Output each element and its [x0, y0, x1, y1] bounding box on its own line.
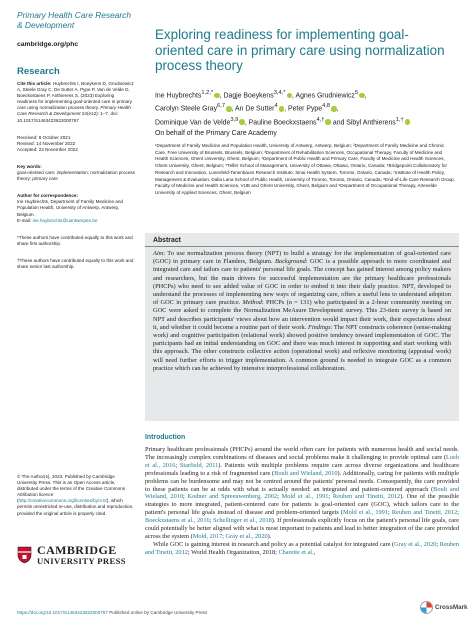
author-sup: 1,† — [395, 116, 404, 123]
keywords-text: goal-oriented care; implementation; normalization process theory; primary care — [17, 170, 135, 182]
footnote-senior-authorship: †These authors have contributed equally to this work and share senior last authorship. — [17, 257, 134, 269]
cite-rest: 24(e12): 1–7. doi: 10.1017/S1463423622000767 — [17, 111, 118, 123]
license-text-post: ), which permits unrestricted re-use, distribution and reproduction, provided the original article is properly cited. — [17, 498, 134, 516]
cite-journal: Primary Health Care Research & Development — [17, 105, 131, 117]
intro-segment: ; — [183, 493, 188, 501]
citation-link[interactable]: Mold, 2017 — [192, 532, 223, 540]
citation-link[interactable]: Gray et al., 2020 — [394, 540, 437, 548]
intro-segment: Primary healthcare professionals (PHCPs) around the world often care for patients with numerous health and social needs. The increasingly complex combinations of diseases and social problems make it challenging to provide optimal care ( — [145, 446, 459, 461]
author-group: On behalf of the Primary Care Academy — [155, 129, 277, 137]
email-link[interactable]: ine.huybrechts@uantwerpen.be — [32, 217, 98, 223]
article-title: Exploring readiness for implementing goal-oriented care in primary care using normalization process theory — [155, 27, 445, 74]
intro-segment: ; — [328, 493, 333, 501]
citation-link[interactable]: Charette et al. — [278, 548, 314, 556]
intro-segment: ; — [209, 517, 214, 525]
citation-link[interactable]: Mold et al., 1991 — [343, 509, 388, 517]
abstract-segment: : GOC is a possible approach to more coordinated and integrated care and tailors care to patients' personal life goals. The concept has gained interest among policy makers and researchers, but the main drivers for successful implementation are the primary healthcare professionals (PHCPs) who need to see added value of GOC in order to embed it into their daily practice. NPT, developed to understand the processes of implementing new ways of organizing care, offers a useful lens to understand adoption of GOC in primary care practice. — [153, 258, 451, 307]
author-sup: 6,7 — [217, 103, 226, 110]
abstract-heading: Abstract — [145, 237, 459, 247]
intro-segment: ; — [222, 532, 226, 540]
orcid-icon[interactable] — [359, 93, 365, 99]
footnote-first-authorship: *These authors have contributed equally to this work and share first authorship. — [17, 234, 133, 246]
abstract-segment: : The NPT constructs coherence (sense-making work) and cognitive participation (relational work) showed positive tendency toward implementation of GOC. The participants had an initial understanding on GOC and there was much interest in supporting and start working with this approach. The other constructs collective action (operational work) and reflexive monitoring (appraisal work) will need further efforts to trigger implementation. A common ground is needed to integrate GOC as a common practice which can be achieved by intensive interprofessional collaboration. — [153, 323, 451, 372]
citation — [17, 81, 135, 124]
orcid-icon[interactable] — [331, 106, 337, 112]
doi-footer — [17, 610, 207, 615]
revised-date: Revised: 14 November 2022 — [17, 140, 76, 146]
email-line — [17, 218, 135, 224]
abstract-text — [153, 250, 451, 373]
abstract-subheading: Findings — [307, 323, 331, 331]
abstract-segment: : PHCPs (n = 131) who participated in a 2-hour community meeting on GOC were asked to complete the Normalization MeAsure Development survey. This 23-item survey is based on NPT and describes participants' views about how an intervention would impact their work, their expectations about it, and whether it could become a routine part of their work. — [153, 299, 451, 331]
author-sup: 4,† — [316, 116, 325, 123]
license-text-pre: © The Author(s), 2023. Published by Cambridge University Press. This is an Open Access article, distributed under the terms of the Creative Commons Attribution licence ( — [17, 474, 126, 504]
abstract-subheading: Background — [275, 258, 306, 266]
introduction-heading: Introduction — [145, 434, 186, 441]
citation-link[interactable]: Reuben and Tinetti, 2012 — [391, 509, 458, 517]
section-label: Research — [17, 66, 60, 77]
author-sup: 5 — [354, 90, 359, 96]
citation-link[interactable]: Gray et al., 2020 — [225, 532, 268, 540]
intro-segment: ; — [277, 493, 282, 501]
intro-segment: , — [313, 548, 316, 556]
author-name: , An De Sutter — [231, 105, 275, 113]
correspondence-label: Author for correspondence: — [17, 193, 78, 199]
author-sup: 3,4,* — [273, 90, 286, 96]
citation-link[interactable]: Schellinger et al., 2018 — [213, 517, 272, 525]
crossmark-badge[interactable] — [420, 601, 468, 614]
author-name: Dominique Van de Velde — [155, 118, 231, 126]
author-list — [155, 88, 455, 139]
citation-link[interactable]: Kodner and Spreeuwenberg, 2002 — [187, 493, 278, 501]
cite-text: Huybrechts I, Boeykens D, Grudniewicz A, Steele Gray C, De Sutter A, Pype P, Van de Velde D, Boeckxstaens P, Anthierens S. (2023) Exploring readiness for implementing goal-oriented care in primary care using normalization process theory. — [17, 81, 134, 111]
doi-link[interactable]: https://doi.org/10.1017/S1463423622000767 — [17, 610, 108, 615]
author-name: , Peter Pype — [284, 105, 323, 113]
author-name: and Sibyl Anthierens — [330, 118, 396, 126]
intro-segment: ). One of the possible strategies to more integrated, patient-centered care for patients is goal-oriented care (GOC), which tailors care to the patient's personal life goals instead of disease and problem-oriented targets ( — [145, 493, 460, 517]
author-line-2: Carolyn Steele Gray$^{6,7}$ , An De Sutter$^4$ , Peter Pype$^{4,8}$ , — [155, 103, 339, 113]
intro-segment: ). Patients with multiple problems require care across diverse organizations and healthcare professionals leading to a risk of fragmented care ( — [145, 461, 459, 477]
publisher-logo — [17, 544, 126, 566]
intro-paragraph — [145, 541, 459, 557]
author-sup: 1,2,* — [201, 90, 214, 96]
doi-suffix: Published online by Cambridge University Press — [107, 610, 208, 615]
correspondence — [17, 193, 135, 223]
email-label: E-mail: — [17, 217, 32, 223]
author-name: Carolyn Steele Gray — [155, 105, 218, 113]
license-notice — [17, 474, 135, 517]
intro-segment: ; — [175, 461, 180, 469]
affiliations: ¹Department of Family Medicine and Population Health, University of Antwerp, Antwerp, Belgium; ²Department of Family Medicine and Chronic Care, Free University of Brussels, Brussels, Belgium; ³Department of Rehabilitation Sciences, Occupational Therapy, Faculty of Medicine and Health Sciences, Ghent University, Ghent, Belgium; ⁴Department of Public Health and Primary Care, Faculty of Medicine and Health Sciences, Ghent University, Ghent, Belgium; ⁵Telfer School of Management, University of Ottawa, Ottawa, Ontario, Canada; ⁶Bridgepoint Collaboratory for Research and Innovation, Lunenfeld-Tanenbaum Research Institute, Sinai Health System, Toronto, Ontario, Canada; ⁷Institute of Health Policy, Management & Evaluation, Dalla Lana School of Public Health, University of Toronto, Toronto, Ontario, Canada; ⁸End-of-Life Care Research Group, Faculty of Medicine and Health Sciences, VUB and Ghent University, Ghent, Belgium and ⁹Department of Occupational Therapy, Artevelde University of Applied Sciences, Ghent, Belgium — [155, 143, 456, 195]
article-dates — [17, 135, 135, 153]
introduction-text — [145, 446, 459, 557]
citation-link[interactable]: Loeb et al., 2016 — [145, 453, 459, 469]
journal-name: Primary Health Care Research & Development — [17, 10, 132, 30]
citation-link[interactable]: Boeckxstaens et al., 2016 — [145, 517, 210, 525]
intro-segment: While GOC is gaining interest in research and policy as a potential catalyst for integrated care ( — [153, 540, 395, 548]
cambridge-shield-icon — [17, 546, 32, 564]
publisher-name-line1: CAMBRIDGE — [37, 543, 117, 557]
correspondence-text: Ine Huybrechts, Department of Family Medicine and Population Health, University of Antwerp, Antwerp, Belgium. — [17, 199, 123, 217]
author-name: Ine Huybrechts — [155, 92, 202, 100]
abstract-subheading: Method — [242, 299, 262, 307]
sidebar — [17, 10, 135, 270]
author-sup: 3,9 — [230, 116, 239, 123]
author-sup: 4,8 — [322, 103, 331, 110]
intro-segment: ). — [267, 532, 272, 540]
abstract-segment: : To use normalization process theory (NPT) to build a strategy for the implementation of goal-oriented care (GOC) in primary care in Flanders, Belgium. — [153, 250, 451, 266]
keywords — [17, 164, 135, 182]
intro-segment: ; World Health Organization, 2018; — [187, 548, 279, 556]
abstract-subheading: Aim — [153, 250, 164, 257]
citation-link[interactable]: Boult and Wieland, 2010 — [145, 485, 459, 501]
accepted-date: Accepted: 23 November 2022 — [17, 146, 78, 152]
author-sup: 4 — [274, 103, 278, 110]
author-name: , Dagje Boeykens — [219, 92, 274, 100]
intro-segment: ; — [387, 509, 392, 517]
cite-label: Cite this article: — [17, 81, 52, 86]
orcid-icon[interactable] — [405, 119, 411, 125]
citation-link[interactable]: Starfield, 2011 — [179, 461, 219, 469]
author-line-3 — [155, 115, 455, 128]
license-link[interactable]: http://creativecommons.org/licenses/by/4.0/ — [18, 498, 107, 504]
publisher-name-line2: UNIVERSITY PRESS — [37, 556, 126, 566]
received-date: Received: 8 October 2021 — [17, 134, 71, 140]
keywords-label: Key words: — [17, 163, 42, 169]
citation-link[interactable]: Boult and Wieland, 2010 — [274, 469, 338, 477]
intro-segment: ). If professionals explicitly focus on the patient's personal life goals, care could potentially be better aligned with what is most important to patients and lead to better integration of the care provided across the system ( — [145, 517, 459, 540]
citation-link[interactable]: Reuben and Tinetti, 2012 — [145, 540, 459, 556]
abstract-box — [145, 233, 459, 421]
intro-segment: ; — [436, 540, 440, 548]
journal-site-link[interactable]: cambridge.org/phc — [17, 41, 79, 48]
crossmark-label: CrossMark — [435, 604, 468, 611]
author-name: , Agnes Grudniewicz — [292, 92, 355, 100]
crossmark-icon — [420, 601, 433, 614]
citation-link[interactable]: Mold et al., 1991 — [281, 493, 329, 501]
author-line-1: Ine Huybrechts$^{1,2,*}$ , Dagje Boeykens$^{3,4,*}$ , Agnes Grudniewicz$^5$ , — [155, 90, 367, 100]
intro-segment: ; — [457, 509, 459, 517]
citation-link[interactable]: Reuben and Tinetti, 2012 — [332, 493, 401, 501]
intro-segment: ). Additionally, caring for patients with multiple problems can be burdensome and may not be centred around the patients' personal needs. Consequently, the care provided to these patients can be at odds with what is actually needed: an integrated and patient-centered approach ( — [145, 469, 459, 493]
author-name: , Pauline Boeckxstaens — [244, 118, 317, 126]
intro-paragraph — [145, 446, 459, 541]
